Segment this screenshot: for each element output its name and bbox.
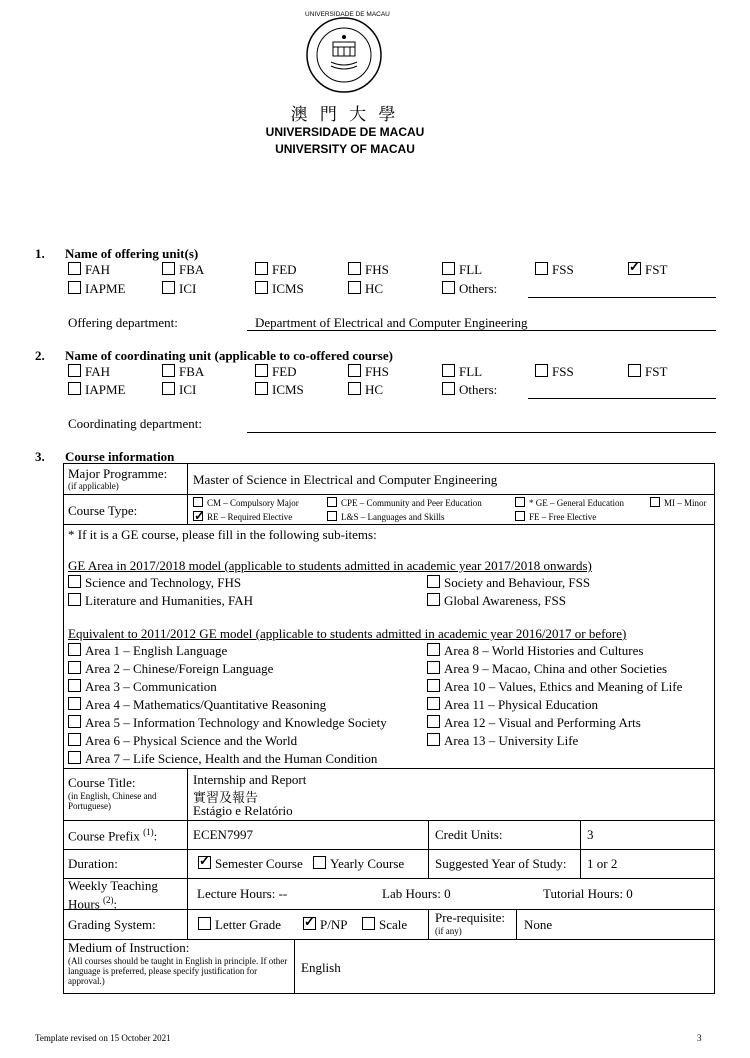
hc-checkbox[interactable] bbox=[348, 281, 361, 294]
option-label: FSS bbox=[552, 262, 574, 277]
prereq-label: Pre-requisite: bbox=[435, 910, 506, 925]
section2-dept-label: Coordinating department: bbox=[68, 416, 202, 431]
section1-dept-line bbox=[247, 330, 716, 331]
option-fss[interactable] bbox=[535, 262, 574, 278]
option-label: FE – Free Elective bbox=[529, 512, 597, 522]
fll-checkbox[interactable] bbox=[442, 364, 455, 377]
fss-checkbox[interactable] bbox=[535, 262, 548, 275]
iapme-checkbox[interactable] bbox=[68, 281, 81, 294]
area-1-english-language-checkbox[interactable] bbox=[68, 643, 81, 656]
prefix-label: Course Prefix $^{(1)}$: bbox=[68, 827, 158, 844]
duration-label: Duration: bbox=[68, 856, 118, 871]
option-label: L&S – Languages and Skills bbox=[341, 512, 445, 522]
option-label: ICI bbox=[179, 281, 197, 296]
section3-number: 3. bbox=[35, 449, 45, 464]
university-chinese-name: 澳 門 大 學 bbox=[290, 105, 400, 124]
duration-yearly[interactable]: Yearly Course bbox=[313, 856, 404, 872]
option-fba[interactable] bbox=[162, 364, 204, 380]
medium-label: Medium of Instruction: bbox=[68, 940, 190, 955]
fss-checkbox[interactable] bbox=[535, 364, 548, 377]
section1-number: 1. bbox=[35, 246, 45, 261]
option-area-1-english-language[interactable] bbox=[68, 643, 227, 659]
university-seal bbox=[305, 11, 390, 94]
option-re-required-elective[interactable] bbox=[193, 511, 292, 522]
major-label: Major Programme: bbox=[68, 466, 168, 481]
option-fah[interactable] bbox=[68, 262, 110, 278]
ge2017-heading: GE Area in 2017/2018 model (applicable to students admitted in academic year 2017/2018 onwards) bbox=[68, 558, 592, 573]
major-value[interactable]: Master of Science in Electrical and Computer Engineering bbox=[193, 472, 498, 487]
option-science-and-technology-fhs[interactable] bbox=[68, 575, 241, 591]
fed-checkbox[interactable] bbox=[255, 262, 268, 275]
option-label: Science and Technology, FHS bbox=[85, 575, 242, 590]
option-label: FBA bbox=[179, 364, 205, 379]
ici-checkbox[interactable] bbox=[162, 382, 175, 395]
section2-title: Name of coordinating unit (applicable to co-offered course) bbox=[65, 348, 393, 363]
prereq-note: (if any) bbox=[435, 926, 462, 936]
fba-checkbox[interactable] bbox=[162, 364, 175, 377]
option-label: * GE – General Education bbox=[529, 498, 624, 508]
fba-checkbox[interactable] bbox=[162, 262, 175, 275]
option-label: Area 10 – Values, Ethics and Meaning of Life bbox=[444, 679, 683, 694]
option-label: Scale bbox=[379, 917, 408, 932]
option-label: IAPME bbox=[85, 281, 126, 296]
option-scale[interactable] bbox=[362, 917, 407, 933]
footer-template-note: Template revised on 15 October 2021 bbox=[35, 1033, 171, 1043]
option-label: RE – Required Elective bbox=[207, 512, 293, 522]
section2-number: 2. bbox=[35, 348, 45, 363]
option-ici[interactable] bbox=[162, 382, 196, 398]
option-area-7-life-science-health-and-the-human-condition[interactable] bbox=[68, 751, 377, 767]
option-label: Letter Grade bbox=[215, 917, 282, 932]
others-checkbox[interactable] bbox=[442, 281, 455, 294]
option-others[interactable] bbox=[442, 281, 497, 297]
fst-checkbox[interactable] bbox=[628, 364, 641, 377]
tutorial-hours[interactable]: Tutorial Hours: 0 bbox=[543, 886, 633, 901]
title-pt[interactable]: Estágio e Relatório bbox=[193, 803, 293, 818]
option-cm-compulsory-major[interactable] bbox=[193, 497, 299, 508]
option-label: FED bbox=[272, 364, 297, 379]
fhs-checkbox[interactable] bbox=[348, 262, 361, 275]
option-others[interactable] bbox=[442, 382, 497, 398]
hc-checkbox[interactable] bbox=[348, 382, 361, 395]
ge-general-education-checkbox[interactable] bbox=[515, 497, 525, 507]
option-area-10-values-ethics-and-meaning-of-life[interactable] bbox=[427, 679, 682, 695]
university-name-en: UNIVERSITY OF MACAU bbox=[275, 142, 415, 156]
title-label: Course Title: bbox=[68, 775, 136, 790]
option-label: FLL bbox=[459, 364, 483, 379]
option-label: Area 3 – Communication bbox=[85, 679, 217, 694]
fst-checkbox[interactable] bbox=[628, 262, 641, 275]
others-checkbox[interactable] bbox=[442, 382, 455, 395]
ge-note: * If it is a GE course, please fill in the following sub-items: bbox=[68, 527, 377, 542]
year-value[interactable]: 1 or 2 bbox=[587, 856, 618, 871]
option-fst[interactable] bbox=[628, 262, 667, 278]
option-l-s-languages-and-skills[interactable] bbox=[327, 511, 445, 522]
option-label: FST bbox=[645, 364, 668, 379]
option-p-np[interactable] bbox=[303, 917, 347, 933]
society-and-behaviour-fss-checkbox[interactable] bbox=[427, 575, 440, 588]
option-area-8-world-histories-and-cultures[interactable] bbox=[427, 643, 643, 659]
option-area-11-physical-education[interactable] bbox=[427, 697, 598, 713]
option-label: ICMS bbox=[272, 382, 304, 397]
option-label: ICI bbox=[179, 382, 197, 397]
option-fah[interactable] bbox=[68, 364, 110, 380]
option-iapme[interactable] bbox=[68, 382, 125, 398]
option-area-3-communication[interactable] bbox=[68, 679, 217, 695]
icms-checkbox[interactable] bbox=[255, 382, 268, 395]
area-7-life-science-health-and-the-human-condition-checkbox[interactable] bbox=[68, 751, 81, 764]
option-fst[interactable] bbox=[628, 364, 667, 380]
option-literature-and-humanities-fah[interactable] bbox=[68, 593, 253, 609]
option-label: Area 12 – Visual and Performing Arts bbox=[444, 715, 641, 730]
re-required-elective-checkbox[interactable] bbox=[193, 511, 203, 521]
option-area-2-chinese-foreign-language[interactable] bbox=[68, 661, 273, 677]
prefix-footnote: (1) bbox=[143, 827, 154, 837]
option-letter-grade[interactable] bbox=[198, 917, 281, 933]
area-9-macao-china-and-other-societies-checkbox[interactable] bbox=[427, 661, 440, 674]
option-label: FHS bbox=[365, 262, 389, 277]
option-fll[interactable] bbox=[442, 262, 482, 278]
option-fhs[interactable] bbox=[348, 364, 389, 380]
area-10-values-ethics-and-meaning-of-life-checkbox[interactable] bbox=[427, 679, 440, 692]
ici-checkbox[interactable] bbox=[162, 281, 175, 294]
title-note: (in English, Chinese and Portuguese) bbox=[68, 791, 157, 811]
option-label: ICMS bbox=[272, 281, 304, 296]
section1-title: Name of offering unit(s) bbox=[65, 246, 199, 261]
option-label: Area 8 – World Histories and Cultures bbox=[444, 643, 644, 658]
option-society-and-behaviour-fss[interactable] bbox=[427, 575, 590, 591]
p-np-checkbox[interactable] bbox=[303, 917, 316, 930]
cpe-community-and-peer-education-checkbox[interactable] bbox=[327, 497, 337, 507]
option-label: CPE – Community and Peer Education bbox=[341, 498, 482, 508]
option-area-12-visual-and-performing-arts[interactable] bbox=[427, 715, 641, 731]
option-label: Area 2 – Chinese/Foreign Language bbox=[85, 661, 274, 676]
scale-checkbox[interactable] bbox=[362, 917, 375, 930]
prereq-value[interactable]: None bbox=[524, 917, 553, 932]
option-fe-free-elective[interactable] bbox=[515, 511, 596, 522]
literature-and-humanities-fah-checkbox[interactable] bbox=[68, 593, 81, 606]
option-label: Area 7 – Life Science, Health and the Human Condition bbox=[85, 751, 378, 766]
option-label: P/NP bbox=[320, 917, 348, 932]
cm-compulsory-major-checkbox[interactable] bbox=[193, 497, 203, 507]
option-label: Others: bbox=[459, 382, 498, 397]
yearly-checkbox[interactable] bbox=[313, 856, 326, 869]
area-6-physical-science-and-the-world-checkbox[interactable] bbox=[68, 733, 81, 746]
option-fhs[interactable] bbox=[348, 262, 389, 278]
lecture-hours[interactable]: Lecture Hours: -- bbox=[197, 886, 288, 901]
iapme-checkbox[interactable] bbox=[68, 382, 81, 395]
option-label: FST bbox=[645, 262, 668, 277]
area-11-physical-education-checkbox[interactable] bbox=[427, 697, 440, 710]
option-label: MI – Minor bbox=[664, 498, 707, 508]
option-label: FLL bbox=[459, 262, 483, 277]
footer-page-number: 3 bbox=[697, 1033, 702, 1043]
option-fed[interactable] bbox=[255, 364, 297, 380]
option-label: FSS bbox=[552, 364, 574, 379]
option-label: Area 9 – Macao, China and other Societies bbox=[444, 661, 668, 676]
l-s-languages-and-skills-checkbox[interactable] bbox=[327, 511, 337, 521]
duration-semester[interactable]: ✓ Semester Course bbox=[198, 856, 303, 872]
option-hc[interactable] bbox=[348, 281, 383, 297]
credit-label: Credit Units: bbox=[435, 827, 503, 842]
section1-dept-label: Offering department: bbox=[68, 315, 178, 330]
option-label: Area 6 – Physical Science and the World bbox=[85, 733, 298, 748]
option-icms[interactable] bbox=[255, 382, 304, 398]
area-12-visual-and-performing-arts-checkbox[interactable] bbox=[427, 715, 440, 728]
section2-dept-line bbox=[247, 432, 716, 433]
major-note: (if applicable) bbox=[68, 481, 119, 491]
option-label: Area 11 – Physical Education bbox=[444, 697, 599, 712]
section1-dept-value[interactable]: Department of Electrical and Computer Engineering bbox=[255, 315, 528, 330]
option-area-13-university-life[interactable] bbox=[427, 733, 578, 749]
option-label: Literature and Humanities, FAH bbox=[85, 593, 253, 608]
option-label: Area 13 – University Life bbox=[444, 733, 579, 748]
option-icms[interactable] bbox=[255, 281, 304, 297]
area-4-mathematics-quantitative-reasoning-checkbox[interactable] bbox=[68, 697, 81, 710]
grading-label: Grading System: bbox=[68, 917, 156, 932]
option-label: IAPME bbox=[85, 382, 126, 397]
global-awareness-fss-checkbox[interactable] bbox=[427, 593, 440, 606]
option-label: Area 5 – Information Technology and Knowledge Society bbox=[85, 715, 387, 730]
option-area-9-macao-china-and-other-societies[interactable] bbox=[427, 661, 667, 677]
course-type-label: Course Type: bbox=[68, 503, 138, 518]
option-iapme[interactable] bbox=[68, 281, 125, 297]
fah-checkbox[interactable] bbox=[68, 364, 81, 377]
seal-text: UNIVERSIDADE DE MACAU bbox=[305, 11, 390, 18]
credit-value[interactable]: 3 bbox=[587, 827, 594, 842]
fed-checkbox[interactable] bbox=[255, 364, 268, 377]
option-label: FED bbox=[272, 262, 297, 277]
option-area-5-information-technology-and-knowledge-society[interactable] bbox=[68, 715, 387, 731]
option-cpe-community-and-peer-education[interactable] bbox=[327, 497, 482, 508]
year-label: Suggested Year of Study: bbox=[435, 856, 567, 871]
option-fss[interactable] bbox=[535, 364, 574, 380]
option-area-6-physical-science-and-the-world[interactable] bbox=[68, 733, 297, 749]
option-label: Others: bbox=[459, 281, 498, 296]
option-label: Area 1 – English Language bbox=[85, 643, 228, 658]
letter-grade-checkbox[interactable] bbox=[198, 917, 211, 930]
option-fba[interactable] bbox=[162, 262, 204, 278]
fah-checkbox[interactable] bbox=[68, 262, 81, 275]
option-label: Area 4 – Mathematics/Quantitative Reasoning bbox=[85, 697, 327, 712]
area-8-world-histories-and-cultures-checkbox[interactable] bbox=[427, 643, 440, 656]
option-mi-minor[interactable] bbox=[650, 497, 707, 508]
medium-value[interactable]: English bbox=[301, 960, 341, 975]
option-fed[interactable] bbox=[255, 262, 297, 278]
area-3-communication-checkbox[interactable] bbox=[68, 679, 81, 692]
university-name-pt: UNIVERSIDADE DE MACAU bbox=[265, 125, 425, 139]
option-label: HC bbox=[365, 382, 384, 397]
option-ge-general-education[interactable] bbox=[515, 497, 624, 508]
fe-free-elective-checkbox[interactable] bbox=[515, 511, 525, 521]
option-global-awareness-fss[interactable] bbox=[427, 593, 566, 609]
teaching-label: Weekly Teaching Hours $^{(2)}$: bbox=[68, 878, 158, 912]
mi-minor-checkbox[interactable] bbox=[650, 497, 660, 507]
option-label: FHS bbox=[365, 364, 389, 379]
option-label: FAH bbox=[85, 364, 111, 379]
section3-title: Course information bbox=[65, 449, 175, 464]
option-label: CM – Compulsory Major bbox=[207, 498, 299, 508]
title-zh[interactable]: 實習及報告 bbox=[193, 790, 259, 805]
option-label: FBA bbox=[179, 262, 205, 277]
lab-hours[interactable]: Lab Hours: 0 bbox=[382, 886, 451, 901]
option-label: Global Awareness, FSS bbox=[444, 593, 566, 608]
option-ici[interactable] bbox=[162, 281, 196, 297]
medium-note: (All courses should be taught in English in principle. If other language is preferred, please specify justification for approval.) bbox=[68, 956, 288, 986]
area-5-information-technology-and-knowledge-society-checkbox[interactable] bbox=[68, 715, 81, 728]
option-label: HC bbox=[365, 281, 384, 296]
prefix-value[interactable]: ECEN7997 bbox=[193, 827, 253, 842]
option-label: FAH bbox=[85, 262, 111, 277]
title-en[interactable]: Internship and Report bbox=[193, 772, 307, 787]
ge2011-heading: Equivalent to 2011/2012 GE model (applicable to students admitted in academic year 2016/2017 or before) bbox=[68, 626, 627, 641]
section1-others-line bbox=[528, 297, 716, 298]
icms-checkbox[interactable] bbox=[255, 281, 268, 294]
science-and-technology-fhs-checkbox[interactable] bbox=[68, 575, 81, 588]
fhs-checkbox[interactable] bbox=[348, 364, 361, 377]
option-label: Society and Behaviour, FSS bbox=[444, 575, 591, 590]
area-2-chinese-foreign-language-checkbox[interactable] bbox=[68, 661, 81, 674]
section2-others-line bbox=[528, 398, 716, 399]
fll-checkbox[interactable] bbox=[442, 262, 455, 275]
area-13-university-life-checkbox[interactable] bbox=[427, 733, 440, 746]
option-hc[interactable] bbox=[348, 382, 383, 398]
option-fll[interactable] bbox=[442, 364, 482, 380]
semester-checkbox[interactable] bbox=[198, 856, 211, 869]
option-area-4-mathematics-quantitative-reasoning[interactable] bbox=[68, 697, 326, 713]
